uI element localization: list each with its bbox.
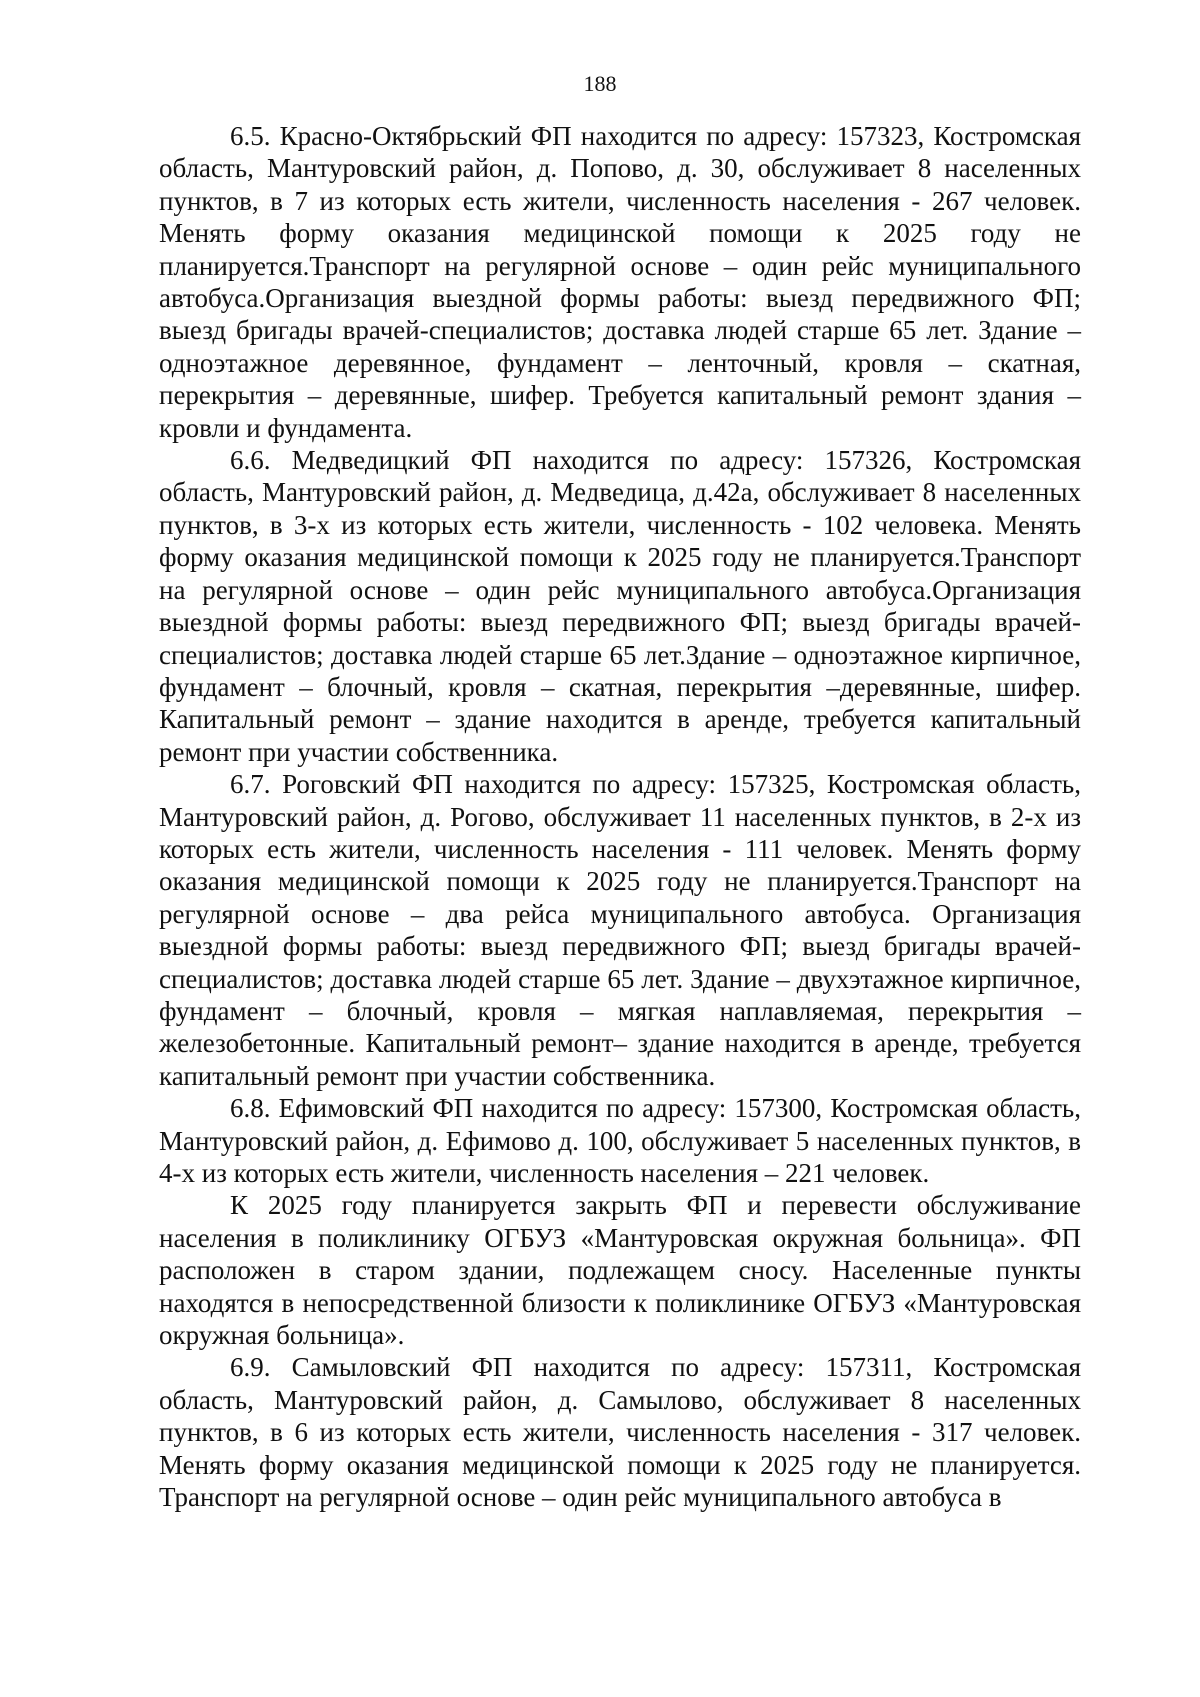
document-body — [159, 120, 1081, 1513]
paragraph-6-8: 6.8. Ефимовский ФП находится по адресу: 157300, Костромская область, Мантуровский район, д. Ефимово д. 100, обслуживает 5 населенных пунктов, в 4-х из которых есть жители, численность населения – 221 человек. — [159, 1093, 1081, 1188]
page-number: 188 — [583, 71, 617, 96]
paragraph-6-9: 6.9. Самыловский ФП находится по адресу: 157311, Костромская область, Мантуровский район, д. Самылово, обслуживает 8 населенных пунктов, в 6 из которых есть жители, численность населения - 317 человек. Менять форму оказания медицинской помощи к 2025 году не планируется. Транспорт на регулярной основе – один рейс муниципального автобуса в — [159, 1352, 1081, 1513]
paragraph-6-5: 6.5. Красно-Октябрьский ФП находится по адресу: 157323, Костромская область, Мантуровский район, д. Попово, д. 30, обслуживает 8 населенных пунктов, в 7 из которых есть жители, численность населения - 267 человек. Менять форму оказания медицинской помощи к 2025 году не планируется.Транспорт на регулярной основе – один рейс муниципального автобуса.Организация выездной формы работы: выезд передвижного ФП; выезд бригады врачей-специалистов; доставка людей старше 65 лет. Здание – одноэтажное деревянное, фундамент – ленточный, кровля – скатная, перекрытия – деревянные, шифер. Требуется капитальный ремонт здания – кровли и фундамента. — [159, 121, 1081, 443]
paragraph-6-7: 6.7. Роговский ФП находится по адресу: 157325, Костромская область, Мантуровский район, д. Рогово, обслуживает 11 населенных пунктов, в 2-х из которых есть жители, численность населения - 111 человек. Менять форму оказания медицинской помощи к 2025 году не планируется.Транспорт на регулярной основе – два рейса муниципального автобуса. Организация выездной формы работы: выезд передвижного ФП; выезд бригады врачей-специалистов; доставка людей старше 65 лет. Здание – двухэтажное кирпичное, фундамент – блочный, кровля – мягкая наплавляемая, перекрытия –железобетонные. Капитальный ремонт– здание находится в аренде, требуется капитальный ремонт при участии собственника. — [159, 769, 1081, 1091]
paragraph-2025-plan: К 2025 году планируется закрыть ФП и перевести обслуживание населения в поликлинику ОГБУЗ «Мантуровская окружная больница». ФП расположен в старом здании, подлежащем сносу. Населенные пункты находятся в непосредственной близости к поликлинике ОГБУЗ «Мантуровская окружная больница». — [159, 1190, 1081, 1351]
paragraph-6-6: 6.6. Медведицкий ФП находится по адресу: 157326, Костромская область, Мантуровский район, д. Медведица, д.42а, обслуживает 8 населенных пунктов, в 3-х из которых есть жители, численность - 102 человека. Менять форму оказания медицинской помощи к 2025 году не планируется.Транспорт на регулярной основе – один рейс муниципального автобуса.Организация выездной формы работы: выезд передвижного ФП; выезд бригады врачей-специалистов; доставка людей старше 65 лет.Здание – одноэтажное кирпичное, фундамент – блочный, кровля – скатная, перекрытия –деревянные, шифер. Капитальный ремонт – здание находится в аренде, требуется капитальный ремонт при участии собственника. — [159, 445, 1081, 767]
